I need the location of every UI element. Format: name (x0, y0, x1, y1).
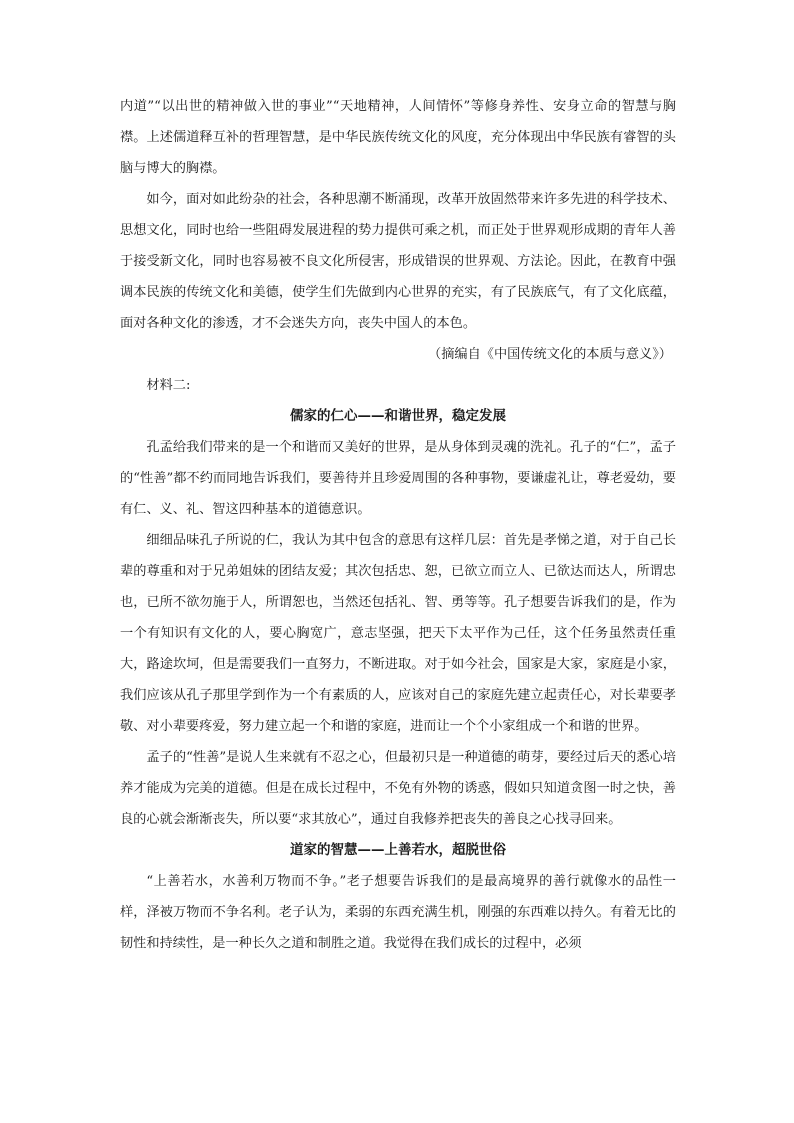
paragraph-ren: 细细品味孔子所说的仁，我认为其中包含的意思有这样几层：首先是孝悌之道，对于自己长辈的尊重和对于兄弟姐妹的团结友爱；其次包括忠、恕，已欲立而立人、已欲达而达人，所谓忠也，已所不欲勿施于人，所谓恕也，当然还包括礼、智、勇等等。孔子想要告诉我们的是，作为一个有知识有文化的人，要心胸宽广，意志坚强，把天下太平作为己任，这个任务虽然责任重大，路途坎坷，但是需要我们一直努力，不断进取。对于如今社会，国家是大家，家庭是小家，我们应该从孔子那里学到作为一个有素质的人，应该对自己的家庭先建立起责任心，对长辈要孝敬、对小辈要疼爱，努力建立起一个和谐的家庭，进而让一个个小家组成一个和谐的世界。 (120, 533, 676, 734)
paragraph-today: 如今，面对如此纷杂的社会，各种思潮不断涌现，改革开放固然带来许多先进的科学技术、思想文化，同时也给一些阻碍发展进程的势力提供可乘之机，而正处于世界观形成期的青年人善于接受新文化，同时也容易被不良文化所侵害，形成错误的世界观、方法论。因此，在教育中强调本民族的传统文化和美德，使学生们先做到内心世界的充实，有了民族底气，有了文化底蕴，面对各种文化的渗透，才不会迷失方向，丧失中国人的本色。 (120, 192, 676, 331)
paragraph-continued: 内道”“以出世的精神做入世的事业”“天地精神，人间情怀”等修身养性、安身立命的智慧与胸襟。上述儒道释互补的哲理智慧，是中华民族传统文化的风度，充分体现出中华民族有睿智的头脑与博大的胸襟。 (120, 99, 676, 176)
source-citation: （摘编自《中国传统文化的本质与意义》） (428, 347, 672, 362)
material-two-label: 材料二: (146, 378, 191, 393)
section-heading-confucian: 儒家的仁心——和谐世界，稳定发展 (290, 408, 506, 424)
paragraph-water: “上善若水，水善利万物而不争。”老子想要告诉我们的是最高境界的善行就像水的品性一样，泽被万物而不争名利。老子认为，柔弱的东西充满生机，刚强的东西难以持久。有着无比的韧性和持续性，是一种长久之道和制胜之道。我觉得在我们成长的过程中，必须 (120, 874, 676, 951)
section-heading-taoist: 道家的智慧——上善若水，超脱世俗 (290, 842, 506, 858)
paragraph-confucius-mencius: 孔孟给我们带来的是一个和谐而又美好的世界，是从身体到灵魂的洗礼。孔子的“仁”，孟子的“性善”都不约而同地告诉我们，要善待并且珍爱周围的各种事物，要谦虚礼让，尊老爱幼，要有仁、义、礼、智这四种基本的道德意识。 (120, 440, 676, 517)
paragraph-xingshan: 孟子的“性善”是说人生来就有不忍之心，但最初只是一种道德的萌芽，要经过后天的悉心培养才能成为完美的道德。但是在成长过程中，不免有外物的诱惑，假如只知道贪图一时之快，善良的心就会渐渐丧失，所以要“求其放心”，通过自我修养把丧失的善良之心找寻回来。 (120, 750, 676, 827)
document-page (120, 91, 676, 959)
